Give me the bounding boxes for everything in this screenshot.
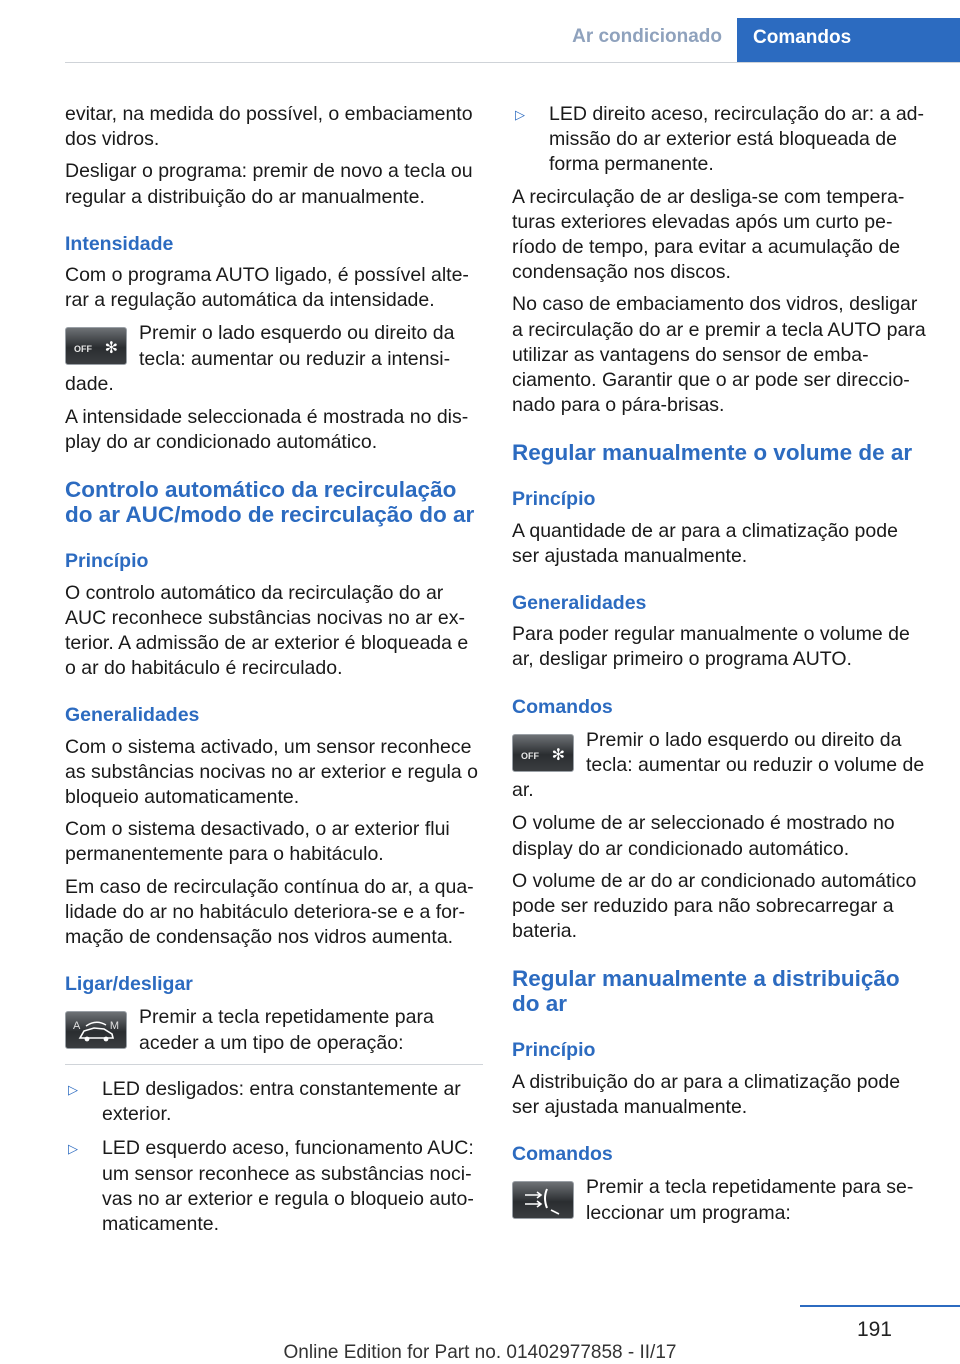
auc-m-label: M	[109, 1020, 119, 1033]
list-item	[65, 1136, 483, 1237]
heading-comandos: Comandos	[512, 1143, 613, 1166]
heading-generalidades: Generalidades	[65, 704, 200, 727]
heading-volume: Regular manualmente o volume de ar	[512, 440, 913, 466]
heading-generalidades: Generalidades	[512, 592, 647, 615]
fan-button-image	[512, 734, 574, 772]
header-section-title: Ar condicionado	[572, 26, 722, 47]
paragraph: Em caso de recirculação contínua do ar, a qua‐lidade do ar no habitáculo deteriora-se e a for‐mação de condensação nos vidros aumenta.	[65, 875, 474, 949]
paragraph: A recirculação de ar desliga-se com tempera‐turas exteriores elevadas após um curto pe‐ríodo de tempo, para evitar a acumulação de condensação nos discos.	[512, 185, 905, 284]
heading-comandos: Comandos	[512, 695, 613, 718]
paragraph: A distribuição do ar para a climatização pode ser ajustada manualmente.	[512, 1070, 901, 1118]
heading-principio: Princípio	[65, 550, 149, 573]
paragraph: Para poder regular manualmente o volume de ar, desligar primeiro o programa AUTO.	[512, 623, 910, 671]
paragraph: O controlo automático da recirculação do ar AUC reconhece substâncias nocivas no ar ex‐terior. A admissão de ar exterior é bloqueada e o ar do habitáculo é recirculado.	[65, 581, 469, 680]
page-number: 191	[856, 1318, 892, 1341]
paragraph: evitar, na medida do possível, o embaciamento dos vidros.	[65, 103, 473, 151]
paragraph: Com o sistema desactivado, o ar exterior flui permanentemente para o habitáculo.	[65, 818, 450, 866]
heading-ligar-desligar: Ligar/desligar	[65, 973, 193, 996]
instruction-text: Premir o lado esquerdo ou direito da tecla: aumentar ou reduzir o volume de ar.	[512, 728, 925, 802]
paragraph: Desligar o programa: premir de novo a tecla ou regular a distribuição do ar manualmente.	[65, 160, 473, 208]
air-distribution-button-image	[512, 1181, 574, 1219]
button-instruction	[512, 1175, 928, 1225]
paragraph: Com o sistema activado, um sensor reconhece as substâncias nocivas no ar exterior e regula o bloqueio automaticamente.	[65, 735, 478, 809]
paragraph: Com o programa AUTO ligado, é possível alte‐rar a regulação automática da intensidade.	[65, 264, 469, 312]
heading-principio: Princípio	[512, 488, 596, 511]
triangle-bullet-icon: ▷	[515, 107, 525, 122]
car-recirculation-icon	[66, 1012, 126, 1048]
heading-principio: Princípio	[512, 1039, 596, 1062]
header-tab-comandos: Comandos	[737, 18, 960, 62]
page-number-rule	[800, 1305, 960, 1307]
list-item-text: LED esquerdo aceso, funcionamento AUC: um sensor reconhece as substâncias noci‐vas no ar exterior e regula o bloqueio auto‐maticamente.	[102, 1137, 474, 1235]
air-distribution-icon	[513, 1182, 573, 1218]
fan-button-image	[65, 327, 127, 365]
triangle-bullet-icon: ▷	[68, 1141, 78, 1157]
right-column	[512, 102, 928, 1234]
button-instruction	[512, 728, 928, 804]
fan-icon: ✻	[551, 746, 565, 764]
paragraph: A intensidade seleccionada é mostrada no dis‐play do ar condicionado automático.	[65, 406, 469, 454]
triangle-bullet-icon: ▷	[68, 1081, 78, 1097]
paragraph: No caso de embaciamento dos vidros, desligar a recirculação do ar e premir a tecla AUTO para utilizar as vantagens do sensor de emba‐ciamento. Garantir que o ar pode ser direccio‐nado para o pára-brisas.	[512, 293, 926, 417]
instruction-text: Premir a tecla repetidamente para se‐leccionar um programa:	[586, 1176, 914, 1224]
heading-auc: Controlo automático da recirculação do ar AUC/modo de recirculação do ar	[65, 477, 475, 528]
list-item	[512, 102, 928, 178]
heading-distribuicao: Regular manualmente a distribuição do ar	[512, 966, 900, 1017]
instruction-text: Premir o lado esquerdo ou direito da tecla: aumentar ou reduzir a intensi‐dade.	[65, 322, 455, 395]
fan-icon: ✻	[104, 340, 118, 358]
paragraph: A quantidade de ar para a climatização pode ser ajustada manualmente.	[512, 519, 898, 567]
off-label: OFF	[521, 750, 539, 761]
paragraph: O volume de ar seleccionado é mostrado no display do ar condicionado automático.	[512, 812, 895, 860]
left-column	[65, 102, 483, 1244]
paragraph: O volume de ar do ar condicionado automático pode ser reduzido para não sobrecarregar a bateria.	[512, 869, 917, 943]
button-instruction	[65, 1005, 483, 1055]
off-label: OFF	[74, 344, 92, 355]
footer-edition: Online Edition for Part no. 01402977858 - II/17	[283, 1342, 677, 1363]
instruction-text: Premir a tecla repetidamente para aceder a um tipo de operação:	[139, 1006, 434, 1054]
recirculation-button-image	[65, 1011, 127, 1049]
list-item	[65, 1077, 483, 1127]
list-divider	[65, 1064, 483, 1065]
header-line	[65, 62, 960, 63]
button-instruction	[65, 321, 483, 397]
list-item-text: LED direito aceso, recirculação do ar: a ad‐missão do ar exterior está bloqueada de forma permanente.	[549, 103, 925, 176]
list-item-text: LED desligados: entra constantemente ar exterior.	[102, 1077, 461, 1126]
auc-a-label: A	[73, 1020, 81, 1033]
heading-intensidade: Intensidade	[65, 232, 174, 255]
